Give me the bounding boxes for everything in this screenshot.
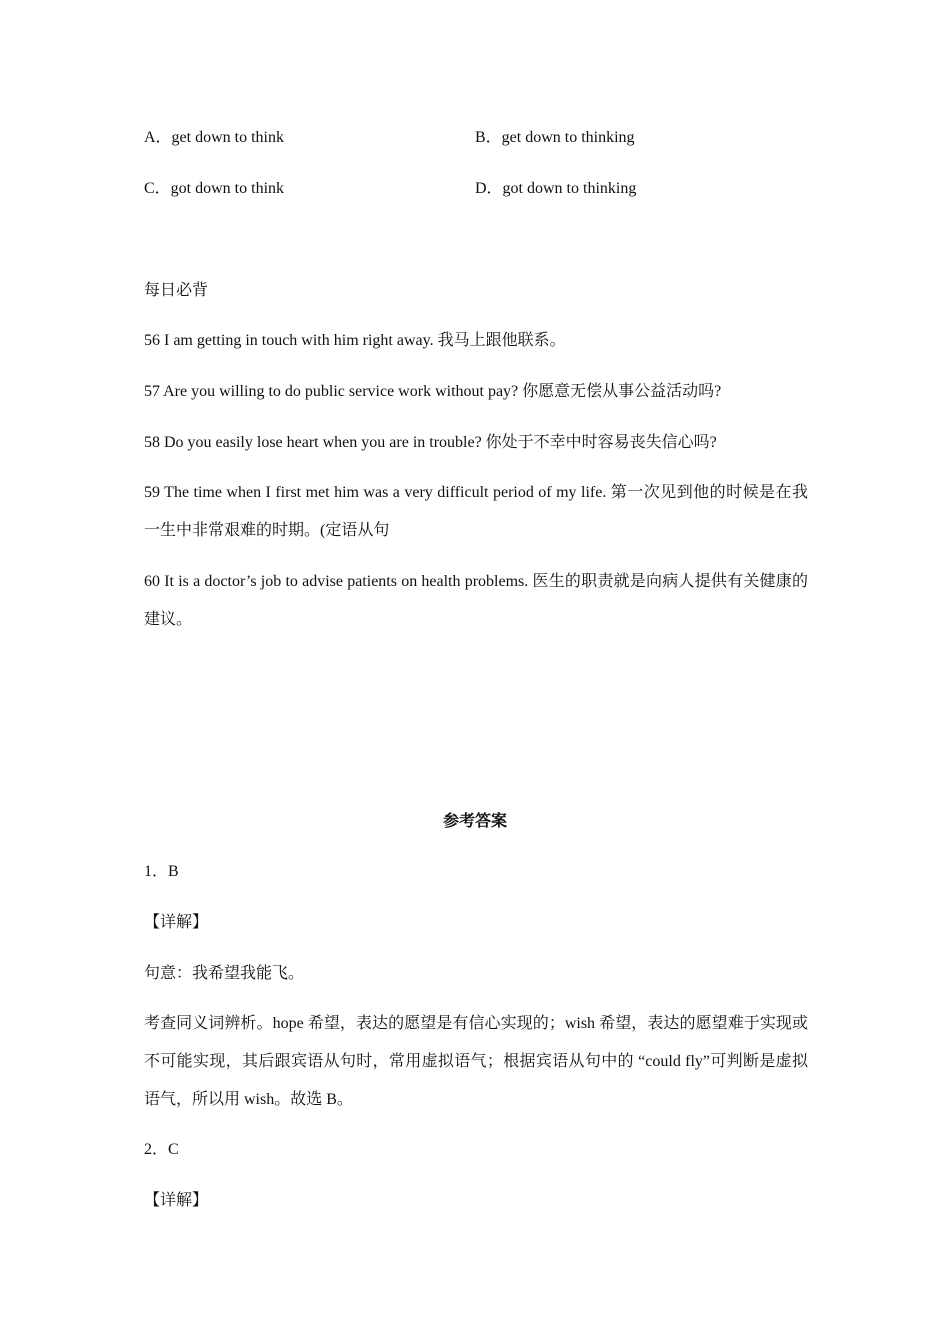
answer-1-analysis: 考查同义词辨析。hope 希望，表达的愿望是有信心实现的；wish 希望，表达的愿望难于实现或不可能实现，其后跟宾语从句时，常用虚拟语气；根据宾语从句中的 “could fly”可判断是虚拟语气，所以用 wish。故选 B。 — [144, 1015, 808, 1108]
option-d: D．got down to thinking — [475, 180, 637, 197]
daily-item-58: 58 Do you easily lose heart when you are in trouble? 你处于不幸中时容易丧失信心吗? — [144, 434, 717, 451]
daily-item-57: 57 Are you willing to do public service work without pay? 你愿意无偿从事公益活动吗? — [144, 383, 722, 400]
daily-item-59: 59 The time when I first met him was a very difficult period of my life. 第一次见到他的时候是在我一生中非常艰难的时期。(定语从句 — [144, 484, 808, 539]
daily-title: 每日必背 — [144, 282, 209, 299]
daily-item-56: 56 I am getting in touch with him right away. 我马上跟他联系。 — [144, 332, 566, 349]
option-b: B．get down to thinking — [475, 129, 635, 146]
daily-item-60: 60 It is a doctor’s job to advise patients on health problems. 医生的职责就是向病人提供有关健康的建议。 — [144, 573, 808, 628]
answers-heading: 参考答案 — [442, 813, 507, 830]
answer-1: 1．B — [144, 863, 179, 880]
option-a: A．get down to think — [144, 129, 284, 146]
answer-1-detail-label: 【详解】 — [144, 914, 209, 931]
option-c: C．got down to think — [144, 180, 285, 197]
answer-2-detail-label: 【详解】 — [144, 1192, 209, 1209]
answer-1-meaning: 句意：我希望我能飞。 — [144, 965, 305, 982]
answer-2: 2．C — [144, 1141, 179, 1158]
